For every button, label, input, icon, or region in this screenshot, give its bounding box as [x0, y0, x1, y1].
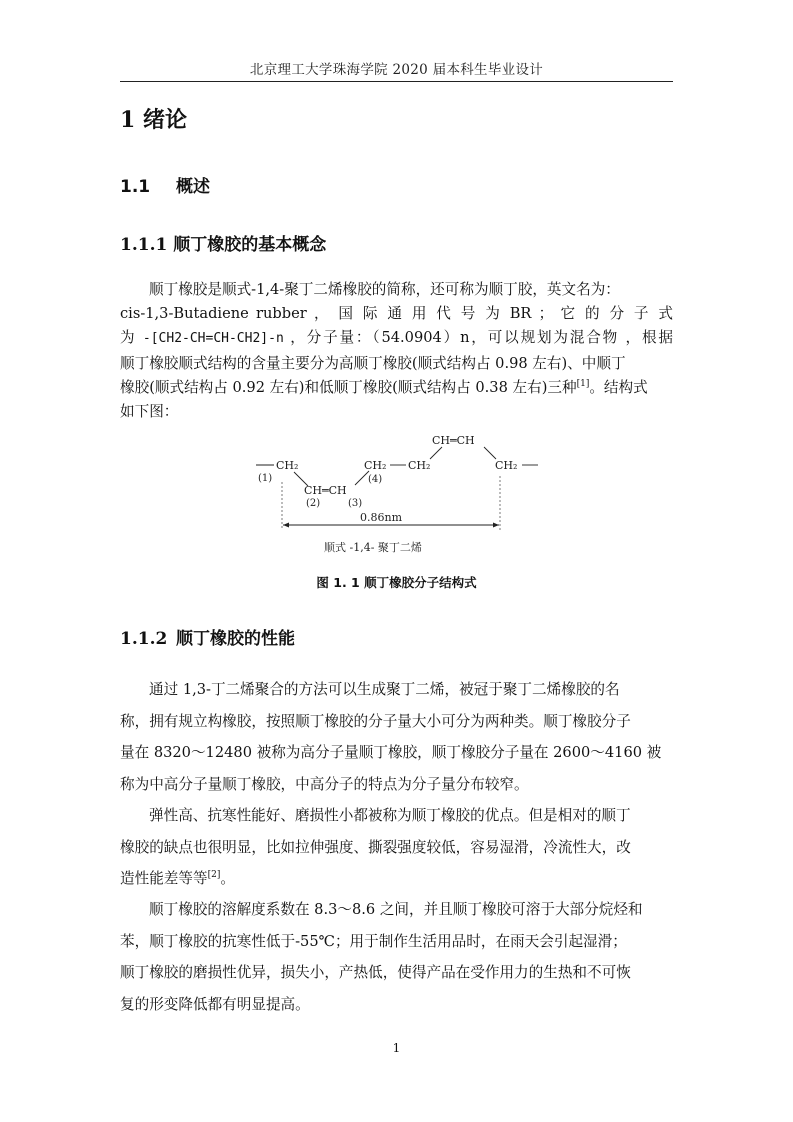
paragraph-line: 橡胶的缺点也很明显，比如拉伸强度、撕裂强度较低，容易湿滑，冷流性大，改: [120, 838, 631, 856]
paragraph-line: 为 -[CH2-CH=CH-CH2]-n ，分子量：（54.0904）n，可以规划为混合物 ，根据: [120, 329, 673, 347]
paragraph-line: 顺丁橡胶是顺式-1,4-聚丁二烯橡胶的简称，还可称为顺丁胶，英文名为：: [149, 281, 620, 298]
distance-label: 0.86nm: [360, 511, 403, 524]
paragraph-line: 弹性高、抗寒性能好、磨损性小都被称为顺丁橡胶的优点。但是相对的顺丁: [149, 807, 631, 824]
carbon-number-label: (4): [368, 474, 383, 485]
paragraph-line: 如下图：: [120, 403, 179, 421]
ch2-label: CH₂: [495, 459, 518, 472]
ch2-label: CH₂: [408, 459, 431, 472]
paragraph-line: cis-1,3-Butadiene rubber ， 国 际 通 用 代 号 为 BR ； 它 的 分 子 式: [120, 305, 673, 323]
page-number: 1: [392, 1041, 401, 1055]
figure-compound-name: 顺式 -1,4- 聚丁二烯: [324, 541, 422, 554]
molecular-formula: -[CH2-CH=CH-CH2]-n: [142, 331, 284, 347]
paragraph-properties-1: [120, 674, 673, 800]
running-header: 北京理工大学珠海学院 2020 届本科生毕业设计: [249, 62, 544, 78]
paragraph-line: 造性能差等等[2]。: [120, 870, 235, 888]
citation-ref: [2]: [207, 870, 221, 881]
subsection-heading-2: [120, 624, 295, 649]
header-rule: [120, 81, 673, 82]
section-heading: [120, 172, 210, 197]
structural-formula-figure: [252, 424, 542, 562]
paragraph-line: 复的形变降低都有明显提高。: [120, 995, 310, 1013]
paragraph-line: 量在 8320～12480 被称为高分子量顺丁橡胶，顺丁橡胶分子量在 2600～4160 被: [120, 744, 662, 762]
ch-double-bond-label: CH═CH: [432, 434, 475, 447]
citation-ref: [1]: [576, 378, 590, 389]
paragraph-properties-2: [120, 800, 673, 895]
paragraph-line: 称，拥有规立构橡胶，按照顺丁橡胶的分子量大小可分为两种类。顺丁橡胶分子: [120, 712, 631, 730]
paragraph-line: 顺丁橡胶的溶解度系数在 8.3～8.6 之间，并且顺丁橡胶可溶于大部分烷烃和: [149, 901, 643, 918]
paragraph-line: 通过 1,3-丁二烯聚合的方法可以生成聚丁二烯，被冠于聚丁二烯橡胶的名: [149, 681, 620, 698]
paragraph-concept: [120, 278, 673, 424]
section-number: 1.1: [120, 177, 151, 197]
figure-caption: 图 1. 1 顺丁橡胶分子结构式: [316, 575, 477, 590]
paragraph-line: 顺丁橡胶的磨损性优异，损失小，产热低，使得产品在受作用力的生热和不可恢: [120, 964, 631, 982]
subsection-number: 1.1.2: [120, 629, 168, 649]
ch2-label: CH₂: [276, 459, 299, 472]
paragraph-properties-3: [120, 894, 673, 1020]
carbon-number-label: (2): [306, 498, 321, 509]
paragraph-line: 橡胶(顺式结构占 0.92 左右)和低顺丁橡胶(顺式结构占 0.38 左右)三种[1]。结构式: [120, 378, 648, 396]
paragraph-line: 顺丁橡胶顺式结构的含量主要分为高顺丁橡胶(顺式结构占 0.98 左右)、中顺丁: [120, 354, 626, 372]
ch2-label: CH₂: [364, 459, 387, 472]
paragraph-line: 苯，顺丁橡胶的抗寒性低于-55℃；用于制作生活用品时，在雨天会引起湿滑；: [120, 932, 627, 950]
subsection-heading-1: 1.1.1 顺丁橡胶的基本概念: [120, 235, 327, 255]
paragraph-line: 称为中高分子量顺丁橡胶，中高分子的特点为分子量分布较窄。: [120, 775, 529, 793]
carbon-number-label: (1): [258, 473, 273, 484]
ch-double-bond-label: CH═CH: [304, 484, 347, 497]
chapter-title: 1 绪论: [120, 107, 187, 133]
subsection-title: 顺丁橡胶的性能: [176, 629, 295, 649]
carbon-number-label: (3): [348, 498, 363, 509]
section-title: 概述: [176, 177, 210, 197]
